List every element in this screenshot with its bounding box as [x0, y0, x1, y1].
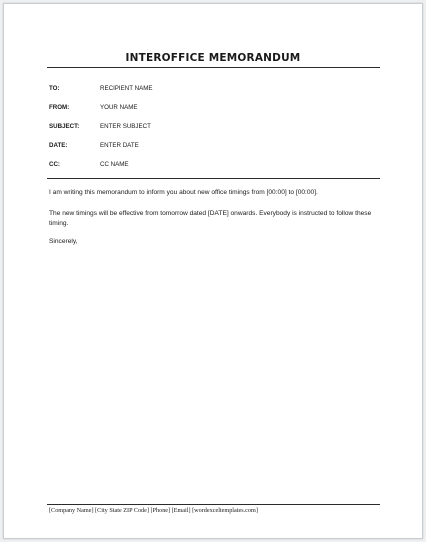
header-divider — [47, 178, 380, 179]
cc-label: CC: — [49, 161, 60, 168]
footer-divider — [47, 504, 380, 505]
memo-page — [3, 3, 423, 539]
closing-line: Sincerely, — [49, 238, 78, 245]
body-paragraph: The new timings will be effective from tomorrow dated [DATE] onwards. Everybody is instructed to follow these timing. — [49, 210, 372, 227]
subject-value: ENTER SUBJECT — [100, 123, 151, 130]
from-value: YOUR NAME — [100, 104, 138, 111]
subject-label: SUBJECT: — [49, 123, 80, 130]
page-title: INTEROFFICE MEMORANDUM — [125, 52, 301, 64]
cc-value: CC NAME — [100, 161, 129, 168]
date-value: ENTER DATE — [100, 142, 139, 149]
title-divider — [47, 67, 380, 68]
from-label: FROM: — [49, 104, 70, 111]
date-label: DATE: — [49, 142, 68, 149]
body-paragraph: I am writing this memorandum to inform you about new office timings from [00:00] to [00:00]. — [49, 189, 318, 196]
to-label: TO: — [49, 85, 60, 92]
footer-contact: [Company Name] [City State ZIP Code] [Phone] [Email] [wordexceltemplates.com] — [49, 507, 258, 514]
to-value: RECIPIENT NAME — [100, 85, 153, 92]
